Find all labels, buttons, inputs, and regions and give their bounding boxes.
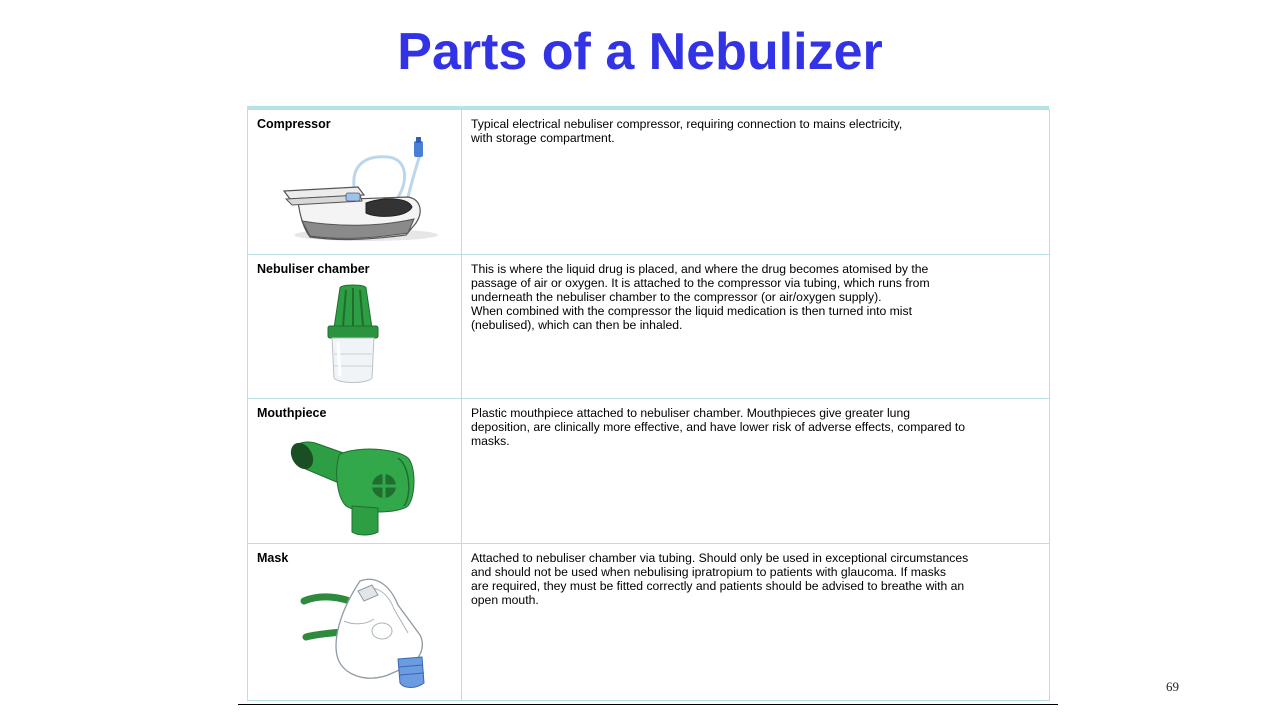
part-cell xyxy=(248,110,462,255)
part-description: This is where the liquid drug is placed, and where the drug becomes atomised by the passage of air or oxygen. It is attached to the compressor via tubing, which runs from underneath the nebuliser chamber to the compressor (or air/oxygen supply). When combined with the compressor the liquid medication is then turned into mist (nebulised), which can then be inhaled. xyxy=(471,262,930,332)
compressor-icon xyxy=(248,137,460,247)
page-number: 69 xyxy=(1166,679,1179,694)
part-description: Typical electrical nebuliser compressor, requiring connection to mains electricity, with storage compartment. xyxy=(471,117,903,145)
description-cell xyxy=(462,110,1050,255)
table-row xyxy=(248,399,1050,544)
part-name: Mask xyxy=(257,551,289,565)
part-name: Mouthpiece xyxy=(257,406,327,420)
part-cell xyxy=(248,544,462,701)
slide-title: Parts of a Nebulizer xyxy=(397,23,883,81)
part-name: Compressor xyxy=(257,117,331,131)
table-row xyxy=(248,544,1050,701)
description-cell xyxy=(462,255,1050,399)
nebuliser-chamber-icon xyxy=(248,282,460,390)
mouthpiece-icon xyxy=(248,426,460,538)
footer-rule xyxy=(238,704,1058,705)
description-cell xyxy=(462,399,1050,544)
table-row xyxy=(248,110,1050,255)
table-row xyxy=(248,255,1050,399)
parts-table xyxy=(247,109,1050,701)
part-cell xyxy=(248,255,462,399)
part-description: Plastic mouthpiece attached to nebuliser chamber. Mouthpieces give greater lung deposition, are clinically more effective, and have lower risk of adverse effects, compared to masks. xyxy=(471,406,966,448)
part-cell xyxy=(248,399,462,544)
part-name: Nebuliser chamber xyxy=(257,262,370,276)
part-description: Attached to nebuliser chamber via tubing. Should only be used in exceptional circumstances and should not be used when nebulising ipratropium to patients with glaucoma. If masks are required, they must be fitted correctly and patients should be advised to breathe with an open mouth. xyxy=(471,551,969,607)
parts-table-container xyxy=(247,106,1049,701)
mask-icon xyxy=(248,571,460,695)
description-cell xyxy=(462,544,1050,701)
